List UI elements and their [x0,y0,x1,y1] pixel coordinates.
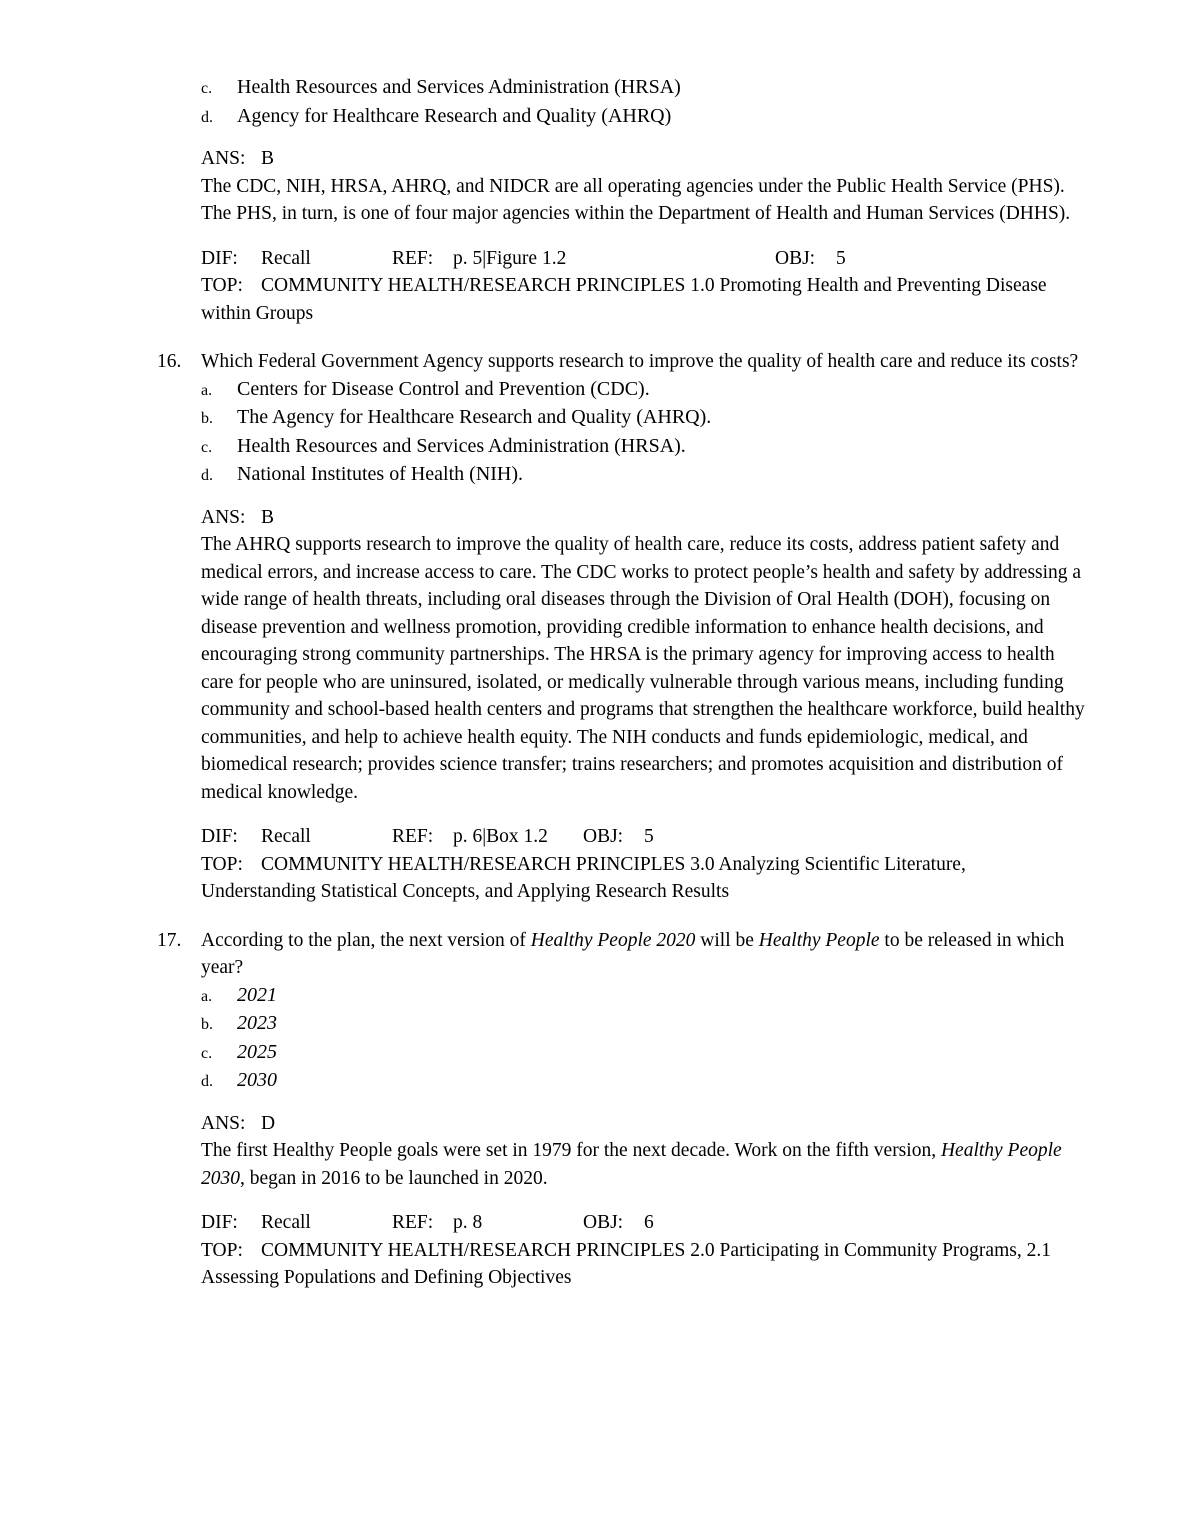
ref-value: p. 5|Figure 1.2 [453,247,567,269]
answer-row [201,1110,1085,1138]
option-letter: d. [201,1073,213,1090]
option-letter: d. [201,467,213,484]
option-row [201,461,1085,490]
topic-label: TOP: [201,1239,243,1261]
question-head [157,927,1085,982]
answer-value: D [261,1112,276,1134]
option-text: 2030 [237,1069,277,1091]
question-stem [201,927,1085,982]
dif-value: Recall [261,826,311,847]
rationale-text: The CDC, NIH, HRSA, AHRQ, and NIDCR are all operating agencies under the Public Health Service (PHS). The PHS, in turn, is one of four major agencies within the Department of Health and Human Services (DHHS). [201,175,1071,224]
answer-row [201,504,1085,532]
rationale-italic-segment: Healthy People 2030 [201,1140,1062,1189]
question-number: 16. [157,351,182,372]
dif-value: Recall [261,1212,311,1233]
option-row [201,1039,1085,1068]
option-row [201,103,1085,132]
option-letter: b. [201,1016,213,1033]
dif-ref-obj-row [201,823,1085,851]
topic-row [201,851,1085,906]
option-row [201,433,1085,462]
option-text: 2023 [237,1012,277,1034]
option-row [201,1010,1085,1039]
rationale-text [201,1137,1085,1192]
dif-label: DIF: [201,247,238,269]
option-text: 2025 [237,1040,277,1063]
topic-label: TOP: [201,275,243,296]
option-text: 2021 [237,983,277,1006]
rationale-segment: , began in 2016 to be launched in 2020. [240,1167,548,1189]
option-letter: b. [201,410,213,427]
dif-label: DIF: [201,1212,238,1233]
option-text: National Institutes of Health (NIH). [237,463,524,485]
topic-text: COMMUNITY HEALTH/RESEARCH PRINCIPLES 3.0 Analyzing Scientific Literature, Understanding Statistical Concepts, and Applying Research Results [201,853,966,902]
question-16-block [157,348,1085,906]
option-text: Health Resources and Services Administration (HRSA) [237,76,681,98]
option-row [201,1067,1085,1096]
dif-label: DIF: [201,826,238,847]
ref-value: p. 8 [453,1212,483,1233]
topic-row [201,1237,1085,1292]
stem-text: to be released in which year? [201,929,1065,978]
option-row [201,982,1085,1011]
option-letter: a. [201,381,213,399]
dif-ref-obj-row [201,1209,1085,1237]
option-text: Centers for Disease Control and Prevention (CDC). [237,377,650,400]
option-letter: c. [201,80,213,97]
question-15-tail-block [157,74,1085,327]
obj-value: 5 [644,826,654,847]
answer-value: B [261,506,275,528]
dif-value: Recall [261,247,311,269]
ref-label: REF: [392,247,434,269]
option-letter: c. [201,438,213,456]
ref-label: REF: [392,826,434,847]
answer-value: B [261,148,275,169]
answer-label: ANS: [201,148,246,169]
answer-label: ANS: [201,1112,246,1134]
obj-value: 6 [644,1212,654,1233]
question-17-block [157,927,1085,1292]
option-row [201,404,1085,433]
obj-label: OBJ: [775,247,816,269]
topic-text: COMMUNITY HEALTH/RESEARCH PRINCIPLES 1.0 Promoting Health and Preventing Disease within Groups [201,275,1047,324]
topic-label: TOP: [201,853,243,875]
option-text: The Agency for Healthcare Research and Quality (AHRQ). [237,406,712,428]
stem-text: will be [695,929,759,951]
topic-text: COMMUNITY HEALTH/RESEARCH PRINCIPLES 2.0 Participating in Community Programs, 2.1 Assessing Populations and Defining Objectives [201,1239,1051,1288]
ref-value: p. 6|Box 1.2 [453,826,548,847]
option-row [201,376,1085,405]
answer-label: ANS: [201,506,246,528]
question-head [157,348,1085,376]
option-letter: d. [201,108,213,126]
stem-italic-text: Healthy People [758,929,880,951]
option-letter: a. [201,987,213,1005]
rationale-segment: The first Healthy People goals were set in 1979 for the next decade. Work on the fifth version, [201,1140,941,1161]
option-text: Health Resources and Services Administration (HRSA). [237,434,686,457]
dif-ref-obj-row [201,245,1085,273]
answer-row [201,145,1085,173]
obj-label: OBJ: [583,1212,624,1233]
question-number: 17. [157,929,182,951]
option-text: Agency for Healthcare Research and Quality (AHRQ) [237,104,672,127]
ref-label: REF: [392,1212,434,1233]
stem-text: According to the plan, the next version of [201,929,531,951]
option-row [201,74,1085,103]
obj-value: 5 [836,247,846,269]
rationale-text: The AHRQ supports research to improve the quality of health care, reduce its costs, address patient safety and medical errors, and increase access to care. The CDC works to protect people’s health and safety by addressing a wide range of health threats, including oral diseases through the Division of Oral Health (DOH), focusing on disease prevention and wellness promotion, providing credible information to enhance health decisions, and encouraging strong community partnerships. The HRSA is the primary agency for improving access to health care for people who are uninsured, isolated, or medically vulnerable through various means, including funding community and school-based health centers and programs that strengthen the healthcare workforce, build healthy communities, and help to achieve health equity. The NIH conducts and funds epidemiologic, medical, and biomedical research; provides science transfer; trains researchers; and promotes acquisition and distribution of medical knowledge. [201,534,1085,803]
stem-italic-text: Healthy People 2020 [530,929,696,951]
obj-label: OBJ: [583,826,624,847]
question-stem: Which Federal Government Agency supports research to improve the quality of health care and reduce its costs? [201,351,1079,372]
topic-row [201,272,1085,327]
option-letter: c. [201,1044,213,1062]
